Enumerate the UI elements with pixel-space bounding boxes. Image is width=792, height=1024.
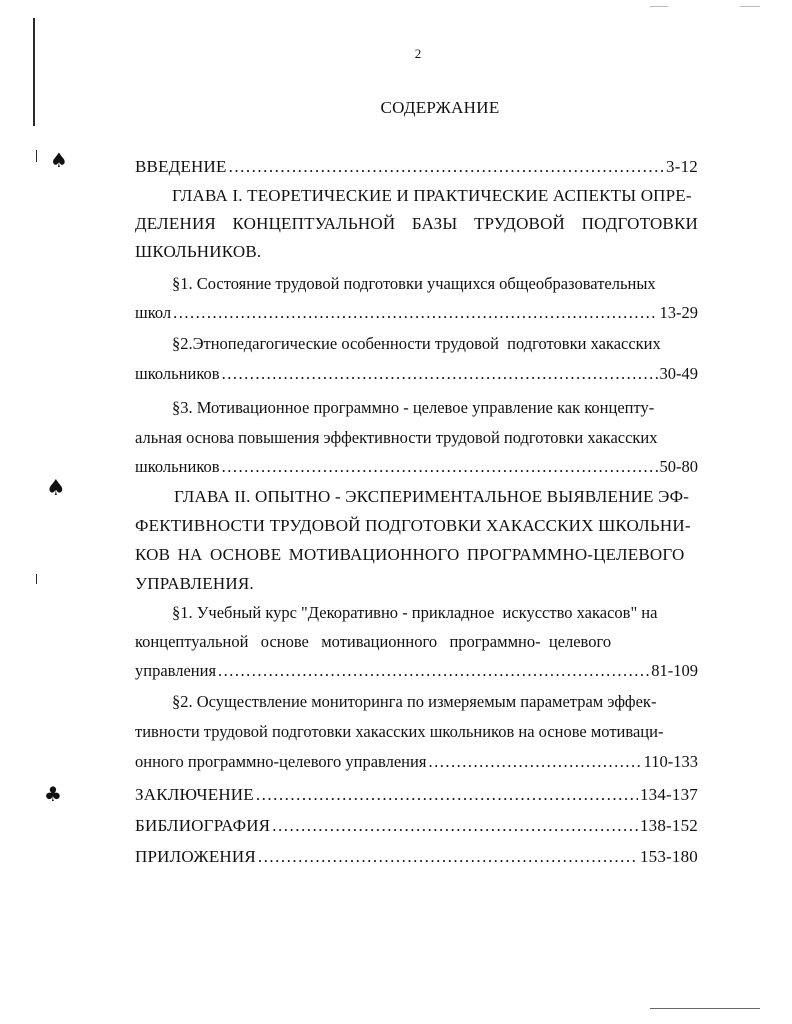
chapter-heading-line: УПРАВЛЕНИЯ. [135,574,254,593]
chapter-heading-line: КОВ НА ОСНОВЕ МОТИВАЦИОННОГО ПРОГРАММНО-ЦЕЛЕВОГО [135,545,685,564]
heading-word: КОНЦЕПТУАЛЬНОЙ [232,214,396,233]
section-text-line: тивности трудовой подготовки хакасских школьников на основе мотиваци- [135,722,664,741]
section-text-line: §2. Осуществление мониторинга по измеряемым параметрам эффек- [172,692,657,711]
toc-page-range: 50-80 [659,457,698,476]
dot-leader [218,663,649,680]
section-text-line: альная основа повышения эффективности трудовой подготовки хакасских [135,428,658,447]
binding-hole-mark: ♠ [46,476,66,501]
toc-entry-appendices [135,848,698,865]
scan-top-line [650,6,668,7]
scan-margin-line [36,574,37,584]
heading-word: БАЗЫ [411,214,458,233]
dot-leader [272,817,638,834]
toc-page-range: 81-109 [651,661,698,680]
chapter-heading-line: ФЕКТИВНОСТИ ТРУДОВОЙ ПОДГОТОВКИ ХАКАССКИХ ШКОЛЬНИ- [135,516,691,535]
toc-entry-label: школ [135,303,172,322]
toc-entry-ch1-sec3 [135,459,698,476]
toc-page-range: 153-180 [639,847,698,866]
section-text-line: §2.Этнопедагогические особенности трудовой подготовки хакасских [172,334,661,353]
toc-entry-label: онного программно-целевого управления [135,752,427,771]
toc-entry-label: школьников [135,364,220,383]
chapter-heading-line: ШКОЛЬНИКОВ. [135,242,262,261]
heading-word: ДЕЛЕНИЯ [135,214,216,233]
toc-entry-label: ЗАКЛЮЧЕНИЕ [135,785,254,804]
toc-entry-bibliography [135,817,698,834]
binding-hole-mark: ♣ [44,782,62,806]
heading-word: ПОДГОТОВКИ [581,214,698,233]
chapter-heading-line [135,215,698,232]
dot-leader [222,366,658,383]
toc-entry-ch1-sec2 [135,366,698,383]
binding-hole-mark: ♠ [50,148,68,172]
toc-entry-conclusion [135,786,698,803]
toc-page-range: 134-137 [639,785,698,804]
toc-entry-label: ВВЕДЕНИЕ [135,157,227,176]
toc-entry-introduction [135,158,698,175]
toc-entry-label: школьников [135,457,220,476]
dot-leader [229,158,664,175]
toc-entry-label: управления [135,661,217,680]
toc-page-range: 30-49 [659,364,698,383]
scan-top-line [740,6,760,7]
section-text-line: §3. Мотивационное программно - целевое управление как концепту- [172,398,655,417]
dot-leader [173,305,657,322]
toc-page-range: 138-152 [639,816,698,835]
scan-margin-line [36,150,37,162]
toc-entry-ch2-sec2 [135,754,698,771]
section-text-line: §1. Состояние трудовой подготовки учащихся общеобразовательных [172,274,656,293]
section-text-line: концептуальной основе мотивационного программно- целевого [135,632,612,651]
toc-entry-label: БИБЛИОГРАФИЯ [135,816,271,835]
heading-word: ТРУДОВОЙ [473,214,566,233]
dot-leader [428,754,641,771]
toc-page-range: 110-133 [643,752,698,771]
toc-entry-ch1-sec1 [135,305,698,322]
dot-leader [222,459,658,476]
toc-page-range: 13-29 [659,303,698,322]
chapter-heading-line: ГЛАВА I. ТЕОРЕТИЧЕСКИЕ И ПРАКТИЧЕСКИЕ АСПЕКТЫ ОПРЕ- [172,186,692,205]
dot-leader [258,848,638,865]
dot-leader [256,786,638,803]
scan-bottom-line [650,1008,760,1009]
page-title: СОДЕРЖАНИЕ [380,98,500,117]
toc-entry-ch2-sec1 [135,663,698,680]
toc-entry-label: ПРИЛОЖЕНИЯ [135,847,256,866]
toc-page-range: 3-12 [666,157,698,176]
chapter-heading-line: ГЛАВА II. ОПЫТНО - ЭКСПЕРИМЕНТАЛЬНОЕ ВЫЯВЛЕНИЕ ЭФ- [174,487,690,506]
section-text-line: §1. Учебный курс "Декоративно - прикладное искусство хакасов" на [172,603,658,622]
page-number: 2 [414,46,422,61]
